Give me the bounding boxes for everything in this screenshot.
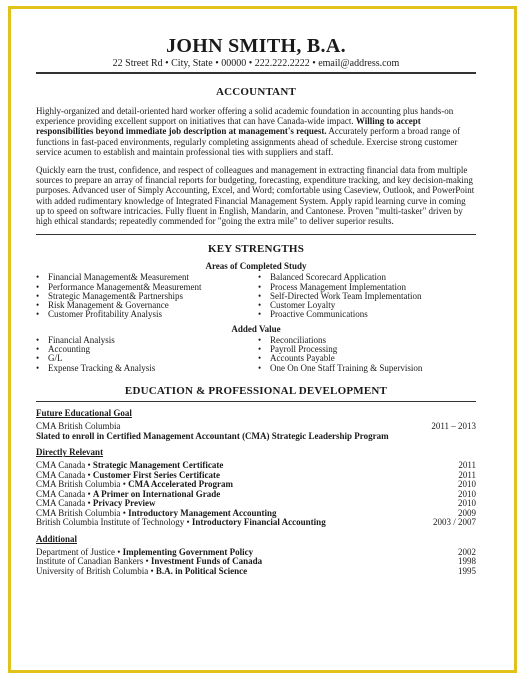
candidate-name: JOHN SMITH, B.A. bbox=[166, 35, 346, 57]
list-item: • Self-Directed Work Team Implementation bbox=[258, 292, 476, 301]
value-list-right bbox=[258, 336, 476, 373]
course-row bbox=[36, 567, 476, 577]
education-title: EDUCATION & PROFESSIONAL DEVELOPMENT bbox=[124, 384, 388, 397]
course-year: 2011 bbox=[458, 469, 476, 480]
header-divider bbox=[36, 72, 476, 74]
relevant-list bbox=[36, 461, 476, 528]
course-institution: University of British Columbia • bbox=[36, 565, 156, 576]
course-institution: Department of Justice • bbox=[36, 546, 123, 557]
study-list-right bbox=[258, 273, 476, 319]
course-title: Implementing Government Policy bbox=[122, 546, 254, 557]
resume-page bbox=[36, 8, 476, 576]
course-title: B.A. in Political Science bbox=[155, 565, 248, 576]
course-year: 2010 bbox=[458, 498, 476, 509]
course-entry bbox=[36, 567, 247, 577]
course-title: Customer First Series Certificate bbox=[92, 469, 220, 480]
course-title: Privacy Preview bbox=[92, 498, 156, 509]
strengths-title: KEY STRENGTHS bbox=[207, 243, 305, 256]
course-entry bbox=[36, 518, 326, 528]
section-divider bbox=[36, 234, 476, 235]
list-item: • Accounting bbox=[36, 345, 258, 354]
list-item: • Accounts Payable bbox=[258, 354, 476, 363]
course-title: Investment Funds of Canada bbox=[150, 556, 263, 567]
future-years: 2011 – 2013 bbox=[431, 420, 476, 431]
course-institution: Institute of Canadian Bankers • bbox=[36, 556, 151, 567]
future-description: Slated to enroll in Certified Management Accountant (CMA) Strategic Leadership Program bbox=[36, 431, 389, 442]
list-item: • Proactive Communications bbox=[258, 310, 476, 319]
summary-text: Highly-organized and detail-oriented hard worker offering a solid academic foundation in accounting plus hands-on experience providing excellent support on initiatives that can have Canada-wide impact. bbox=[36, 106, 454, 127]
education-divider bbox=[36, 401, 476, 402]
summary-emphasis: Willing to accept responsibilities beyond immediate job description at management's request. bbox=[36, 116, 421, 137]
value-list-left bbox=[36, 336, 258, 373]
list-item: • Balanced Scorecard Application bbox=[258, 273, 476, 282]
list-item: • Financial Management& Measurement bbox=[36, 273, 258, 282]
list-item: • Customer Loyalty bbox=[258, 301, 476, 310]
contact-line: 22 Street Rd • City, State • 00000 • 222.222.2222 • email@address.com bbox=[112, 58, 400, 69]
course-title: A Primer on International Grade bbox=[92, 488, 221, 499]
course-year: 2003 / 2007 bbox=[432, 517, 476, 528]
course-year: 2010 bbox=[458, 479, 476, 490]
list-item: • Strategic Management& Partnerships bbox=[36, 292, 258, 301]
course-year: 1998 bbox=[458, 556, 476, 567]
course-institution: CMA Canada • bbox=[36, 498, 93, 509]
objective-title: ACCOUNTANT bbox=[215, 86, 297, 98]
course-institution: CMA British Columbia • bbox=[36, 479, 129, 490]
summary-text-2: Accurately perform a broad range of functions in fast-paced environments, regularly completing assignments ahead of schedule. Exercise strong customer service acumen to establish and maintain professional ties with suppliers and staff. bbox=[36, 126, 461, 157]
course-institution: CMA Canada • bbox=[36, 488, 93, 499]
list-item: • Expense Tracking & Analysis bbox=[36, 364, 258, 373]
value-title: Added Value bbox=[231, 323, 281, 334]
course-title: Strategic Management Certificate bbox=[92, 460, 224, 471]
summary-paragraph-1 bbox=[36, 106, 476, 157]
course-institution: British Columbia Institute of Technology • bbox=[36, 517, 192, 528]
future-goal-row bbox=[36, 422, 476, 432]
list-item: • Payroll Processing bbox=[258, 345, 476, 354]
value-list bbox=[36, 336, 476, 373]
course-year: 2002 bbox=[458, 546, 476, 557]
study-list-left bbox=[36, 273, 258, 319]
course-institution: CMA Canada • bbox=[36, 469, 93, 480]
course-title: CMA Accelerated Program bbox=[128, 479, 233, 490]
list-item: • G/L bbox=[36, 354, 258, 363]
course-year: 2010 bbox=[458, 488, 476, 499]
list-item: • Reconciliations bbox=[258, 336, 476, 345]
course-title: Introductory Management Accounting bbox=[128, 507, 277, 518]
additional-list bbox=[36, 548, 476, 577]
course-year: 2009 bbox=[458, 507, 476, 518]
list-item: • Performance Management& Measurement bbox=[36, 283, 258, 292]
study-list bbox=[36, 273, 476, 319]
study-title: Areas of Completed Study bbox=[205, 261, 307, 272]
course-institution: CMA Canada • bbox=[36, 460, 93, 471]
list-item: • Customer Profitability Analysis bbox=[36, 310, 258, 319]
course-institution: CMA British Columbia • bbox=[36, 507, 129, 518]
summary-paragraph-2: Quickly earn the trust, confidence, and respect of colleagues and management in extracting financial data from multiple sources to prepare an array of financial reports for budgeting, forecasting, expenditure tracking, and key decision-making purposes. Advanced user of Simply Accounting, Excel, and Word; comfortable using Caseview, Outlook, and PowerPoint with added rudimentary knowledge of Integrated Financial Management System. Apply rapid learning curve in coming up to speed on software intricacies. Fully fluent in English, Mandarin, and Cantonese. Proven "multi-tasker" driven by high ethical standards; repeatedly commended for "going the extra mile" to deliver superior results. bbox=[36, 165, 475, 227]
course-row bbox=[36, 518, 476, 528]
course-year: 1995 bbox=[458, 565, 476, 576]
future-org: CMA British Columbia bbox=[36, 420, 121, 431]
list-item: • Process Management Implementation bbox=[258, 283, 476, 292]
future-goal-label: Future Educational Goal bbox=[36, 407, 132, 418]
list-item: • Financial Analysis bbox=[36, 336, 258, 345]
course-title: Introductory Financial Accounting bbox=[191, 517, 326, 528]
list-item: • One On One Staff Training & Supervision bbox=[258, 364, 476, 373]
list-item: • Risk Management & Governance bbox=[36, 301, 258, 310]
relevant-label: Directly Relevant bbox=[36, 447, 104, 458]
additional-label: Additional bbox=[36, 533, 78, 544]
course-year: 2011 bbox=[458, 460, 476, 471]
